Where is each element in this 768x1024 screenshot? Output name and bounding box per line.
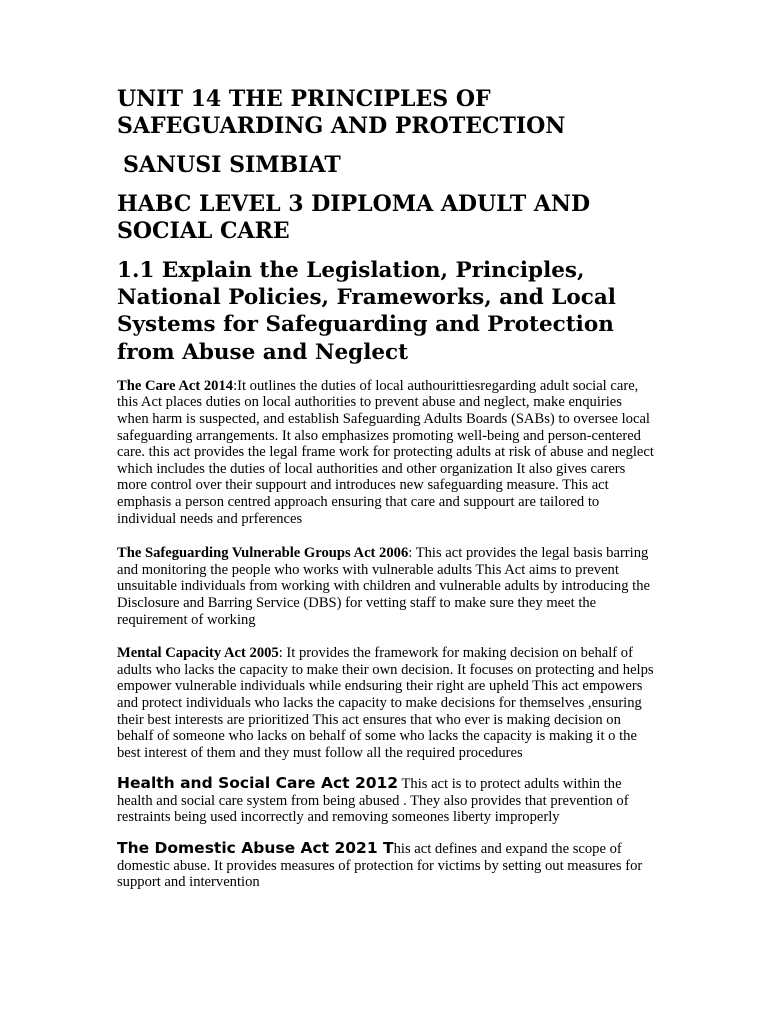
paragraph-safeguarding-vulnerable-groups-act: [117, 545, 655, 628]
paragraph-body: his act defines and expand the scope of domestic abuse. It provides measures of protection for victims by setting out measures for support and intervention: [117, 841, 643, 891]
paragraph-domestic-abuse-act: [117, 840, 655, 891]
paragraph-term: The Domestic Abuse Act 2021 T: [117, 839, 394, 858]
paragraph-term: Mental Capacity Act 2005: [117, 645, 279, 662]
paragraph-body: : This act provides the legal basis barring and monitoring the people who works with vulnerable adults This Act aims to prevent unsuitable individuals from working with children and vulnerable adults by introducing the Disclosure and Barring Service (DBS) for vetting staff to make sure they meet the requirement of working: [117, 545, 650, 628]
paragraph-mental-capacity-act: [117, 645, 655, 761]
course-title: HABC LEVEL 3 DIPLOMA ADULT AND SOCIAL CARE: [117, 191, 591, 244]
author-name: SANUSI SIMBIAT: [123, 152, 341, 178]
paragraph-body: : It provides the framework for making decision on behalf of adults who lacks the capacity to make their own decision. It focuses on protecting and helps empower vulnerable individuals while endsuring their right are upheld This act empowers and protect individuals who lacks the capacity to make decisions for themselves ,ensuring their best interests are prioritized This act ensures that who ever is making decision on behalf of someone who lacks on behalf of some who lacks the capacity is making it o the best interest of them and they must follow all the required procedures: [117, 645, 654, 761]
paragraph-care-act: [117, 378, 655, 527]
document-title: UNIT 14 THE PRINCIPLES OF SAFEGUARDING AND PROTECTION: [117, 86, 566, 139]
paragraph-body: :It outlines the duties of local authourittiesregarding adult social care, this Act places duties on local authorities to prevent abuse and neglect, make enquiries when harm is suspected, and establish Safeguarding Adults Boards (SABs) to oversee local safeguarding arrangements. It also emphasizes promoting well-being and person-centered care. this act provides the legal frame work for protecting adults at risk of abuse and neglect which includes the duties of local authorities and other organization It also gives carers more control over their suppourt and introduces new safeguarding measure. This act emphasis a person centred approach ensuring that care and suppourt are tailored to individual needs and prferences: [117, 377, 654, 527]
paragraph-term: The Safeguarding Vulnerable Groups Act 2006: [117, 545, 409, 562]
document-page: [117, 86, 655, 891]
paragraph-term: The Care Act 2014: [117, 377, 234, 394]
paragraph-body: This act is to protect adults within the health and social care system from being abused . They also provides that prevention of restraints being used incorrectly and removing someones liberty improperly: [117, 776, 629, 826]
section-heading: 1.1 Explain the Legislation, Principles, National Policies, Frameworks, and Local Systems for Safeguarding and Protection from Abuse and Neglect: [117, 258, 616, 365]
paragraph-term: Health and Social Care Act 2012: [117, 774, 399, 793]
paragraph-health-social-care-act: [117, 775, 655, 826]
